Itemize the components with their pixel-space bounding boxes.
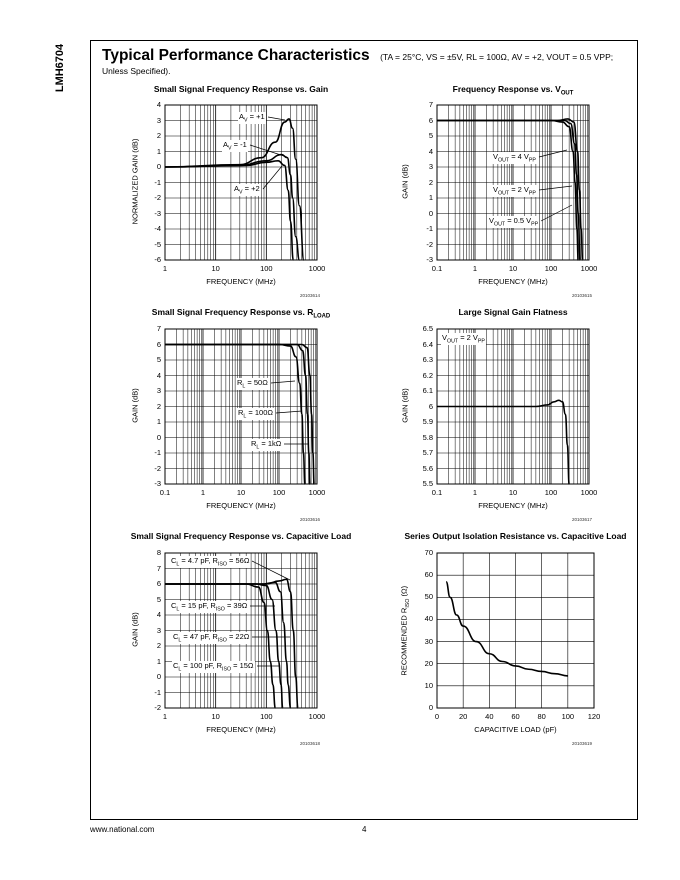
y-tick-label: 5: [156, 594, 161, 604]
y-tick-label: 6: [428, 401, 433, 411]
y-tick-label: 1: [156, 656, 161, 666]
curve-annotation: $V_{OUT} = 0.5$ $V_{PP}$: [489, 216, 539, 228]
x-tick-label: 1: [472, 264, 478, 273]
y-tick-label: 7: [428, 100, 433, 109]
series-line-2: [165, 155, 299, 260]
test-conditions-cont: Unless Specified).: [102, 66, 171, 76]
y-tick-label: 20: [424, 658, 433, 668]
figure-number: 20103615: [572, 293, 593, 298]
y-tick-label: -1: [154, 177, 161, 187]
side-tag: LMH6704: [54, 43, 67, 93]
x-axis-label: CAPACITIVE LOAD (pF): [474, 725, 557, 734]
y-tick-label: 0: [156, 672, 161, 681]
footer-website[interactable]: www.national.com: [90, 825, 155, 834]
x-tick-label: 120: [587, 712, 601, 721]
y-tick-label: 0: [428, 208, 433, 218]
y-tick-label: 50: [424, 592, 433, 602]
y-tick-label: -3: [154, 479, 161, 488]
x-tick-label: 100: [260, 264, 273, 273]
x-tick-label: 1: [162, 712, 168, 721]
y-tick-label: -1: [154, 448, 161, 457]
y-tick-label: 3: [156, 386, 161, 395]
y-tick-label: -3: [426, 255, 433, 264]
y-tick-label: 3: [156, 115, 161, 125]
y-tick-label: -3: [154, 208, 161, 218]
y-axis-label: GAIN (dB): [400, 164, 410, 199]
page-number: 4: [362, 825, 367, 834]
curve-annotation: $R_L = 100\Omega$: [238, 408, 274, 420]
y-tick-label: 5.5: [422, 479, 433, 488]
y-tick-label: -6: [154, 255, 161, 264]
y-tick-label: 5.7: [422, 448, 433, 457]
x-tick-label: 10: [508, 264, 518, 273]
y-tick-label: 1: [156, 417, 161, 426]
y-tick-label: 10: [424, 680, 433, 690]
y-tick-label: 2: [156, 641, 161, 650]
y-axis-label: RECOMMENDED $R_{ISO}$ (Ω): [399, 585, 411, 676]
y-tick-label: 4: [156, 610, 161, 619]
figure-number: 20103617: [572, 517, 593, 522]
x-tick-label: 80: [537, 712, 546, 721]
x-tick-label: 0: [434, 712, 440, 721]
y-tick-label: 7: [156, 563, 161, 573]
x-tick-label: 1: [162, 264, 168, 273]
y-tick-label: 3: [428, 162, 433, 171]
chart-title: Small Signal Frequency Response vs. Capacitive Load: [130, 531, 352, 541]
y-tick-label: -2: [154, 703, 161, 712]
y-tick-label: 5: [428, 131, 433, 140]
y-tick-label: 6: [428, 115, 433, 125]
y-tick-label: 4: [428, 146, 433, 156]
chart-title: Small Signal Frequency Response vs. Gain: [153, 84, 329, 94]
x-tick-label: 10: [211, 712, 220, 721]
curve-annotation: $V_{OUT} = 4$ $V_{PP}$: [493, 152, 536, 164]
x-tick-label: 10: [211, 264, 220, 273]
curve-annotation: $R_L = 50\Omega$: [237, 378, 268, 390]
figure-number: 20103619: [572, 741, 593, 746]
x-tick-label: 1000: [308, 712, 326, 721]
y-tick-label: 2: [156, 401, 161, 411]
y-tick-label: 40: [424, 614, 433, 624]
y-tick-label: -2: [154, 463, 161, 473]
x-tick-label: 10: [236, 488, 246, 497]
y-tick-label: 5.6: [422, 463, 433, 473]
y-tick-label: 2: [428, 177, 433, 187]
y-tick-label: 8: [156, 548, 161, 557]
x-tick-label: 0.1: [431, 264, 443, 273]
curve-annotation: $C_L = 15$ pF, $R_{ISO} = 39\Omega$: [171, 601, 248, 613]
y-tick-label: -2: [426, 239, 433, 249]
x-tick-label: 1: [472, 488, 478, 497]
y-tick-label: 60: [424, 570, 433, 580]
y-tick-label: 1: [428, 193, 433, 202]
y-tick-label: 4: [156, 370, 161, 380]
y-tick-label: 6.3: [422, 355, 433, 364]
y-tick-label: 1: [156, 146, 161, 156]
x-tick-label: 1000: [580, 264, 598, 273]
curve-annotation: $R_L = 1k\Omega$: [251, 439, 282, 451]
chart-6-plot: [437, 553, 594, 708]
curve-annotation: $A_V = +2$: [234, 184, 260, 196]
y-tick-label: 70: [424, 548, 433, 557]
y-tick-label: 7: [156, 324, 161, 333]
series-line-3: [165, 161, 293, 260]
chart-2-plot: [437, 105, 589, 260]
y-axis-label: GAIN (dB): [130, 388, 140, 423]
y-tick-label: -1: [426, 224, 433, 233]
y-tick-label: 0: [428, 703, 433, 712]
x-axis-label: FREQUENCY (MHz): [206, 725, 276, 734]
x-tick-label: 0.1: [159, 488, 171, 497]
x-axis-label: FREQUENCY (MHz): [478, 501, 548, 510]
x-tick-label: 100: [272, 488, 286, 497]
y-tick-label: 5.9: [422, 417, 433, 426]
test-conditions: (TA = 25°C, VS = ±5V, RL = 100Ω, AV = +2, VOUT = 0.5 VPP;: [380, 52, 614, 62]
y-tick-label: 4: [156, 100, 161, 109]
chart-4: [437, 329, 589, 489]
y-tick-label: -4: [154, 224, 161, 233]
y-tick-label: 6.1: [422, 386, 433, 395]
x-tick-label: 100: [544, 488, 558, 497]
chart-title: Small Signal Frequency Response vs. $R_{LOAD}$: [151, 307, 331, 320]
x-tick-label: 100: [561, 712, 575, 721]
curve-annotation: $V_{OUT} = 2$ $V_{PP}$: [442, 333, 485, 345]
y-tick-label: 0: [156, 432, 161, 442]
y-tick-label: -1: [154, 687, 161, 697]
y-tick-label: 3: [156, 625, 161, 635]
x-tick-label: 20: [458, 712, 468, 721]
chart-title: Frequency Response vs. $V_{OUT}$: [452, 84, 574, 97]
x-tick-label: 60: [511, 712, 520, 721]
chart-title: Large Signal Gain Flatness: [458, 307, 568, 317]
y-tick-label: 6: [156, 579, 161, 588]
y-tick-label: 5: [156, 355, 161, 364]
x-axis-label: FREQUENCY (MHz): [478, 277, 548, 286]
curve-annotation: $C_L = 4.7$ pF, $R_{ISO} = 56\Omega$: [171, 556, 250, 568]
x-tick-label: 0.1: [431, 488, 443, 497]
chart-5-plot: [165, 553, 317, 708]
x-tick-label: 40: [485, 712, 494, 721]
x-tick-label: 1000: [308, 264, 326, 273]
y-tick-label: 6.5: [422, 324, 433, 333]
y-tick-label: 30: [424, 636, 433, 646]
x-tick-label: 1000: [308, 488, 326, 497]
curve-annotation: $C_L = 47$ pF, $R_{ISO} = 22\Omega$: [173, 632, 250, 644]
y-axis-label: GAIN (dB): [130, 612, 140, 647]
x-tick-label: 1000: [580, 488, 598, 497]
x-tick-label: 1: [200, 488, 206, 497]
x-tick-label: 100: [544, 264, 558, 273]
page-header: [102, 47, 632, 76]
curve-annotation: $A_V = +1$: [239, 112, 265, 124]
chart-6: [437, 553, 594, 713]
y-tick-label: 6: [156, 339, 161, 349]
x-tick-label: 10: [508, 488, 518, 497]
figure-number: 20103618: [300, 741, 321, 746]
y-tick-label: 6.4: [422, 339, 433, 349]
y-tick-label: 5.8: [422, 432, 433, 442]
chart-1-plot: [165, 105, 317, 260]
chart-3-plot: [165, 329, 317, 484]
curve-annotation: $C_L = 100$ pF, $R_{ISO} = 15\Omega$: [173, 661, 254, 673]
x-axis-label: FREQUENCY (MHz): [206, 277, 276, 286]
y-tick-label: 2: [156, 131, 161, 140]
y-tick-label: -5: [154, 239, 161, 249]
y-tick-label: 0: [156, 162, 161, 171]
x-axis-label: FREQUENCY (MHz): [206, 501, 276, 510]
curve-annotation: $V_{OUT} = 2$ $V_{PP}$: [493, 185, 536, 197]
y-axis-label: GAIN (dB): [400, 388, 410, 423]
y-tick-label: 6.2: [422, 370, 433, 380]
page-title: Typical Performance Characteristics: [102, 47, 370, 64]
figure-number: 20103614: [300, 293, 321, 298]
curve-annotation: $A_V = -1$: [223, 140, 247, 152]
chart-4-plot: [437, 329, 589, 484]
series-line-1: [446, 582, 568, 676]
chart-title: Series Output Isolation Resistance vs. Capacitive Load: [404, 531, 627, 541]
figure-number: 20103616: [300, 517, 321, 522]
y-axis-label: NORMALIZED GAIN (dB): [130, 138, 140, 225]
x-tick-label: 100: [260, 712, 273, 721]
y-tick-label: -2: [154, 193, 161, 202]
